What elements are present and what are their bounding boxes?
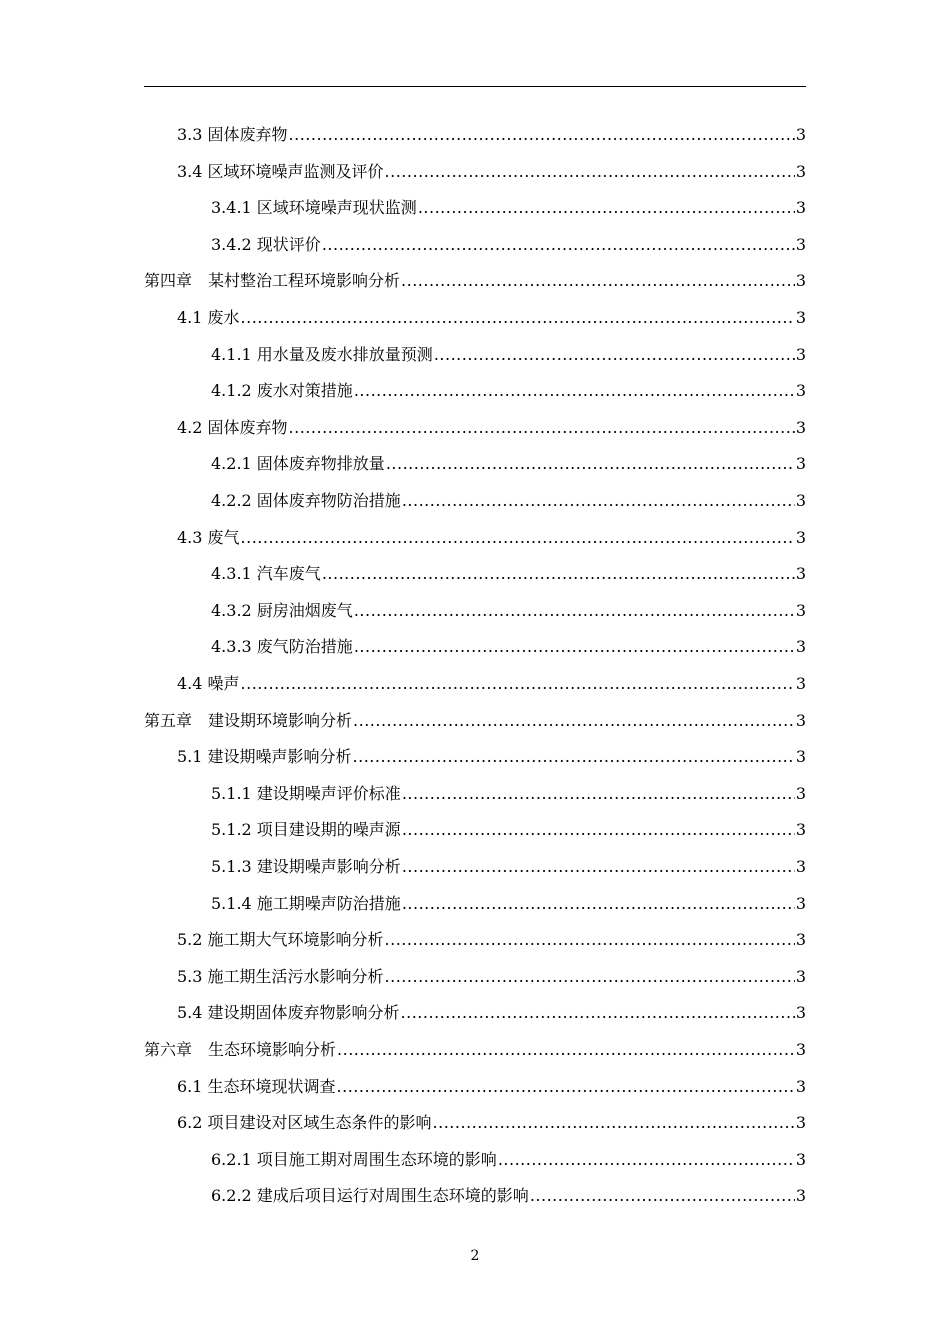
toc-entry-page: 3 — [795, 1040, 806, 1059]
toc-dot-leader — [402, 889, 795, 919]
toc-entry-page: 3 — [795, 1113, 806, 1133]
toc-dot-leader — [241, 523, 795, 553]
toc-entry[interactable] — [211, 852, 806, 882]
toc-dot-leader — [322, 559, 795, 589]
toc-dot-leader — [289, 120, 795, 150]
toc-dot-leader — [385, 157, 795, 187]
toc-entry-page: 3 — [795, 1149, 806, 1169]
toc-entry-page: 3 — [795, 161, 806, 181]
toc-entry-page: 3 — [795, 1003, 806, 1023]
toc-dot-leader — [353, 706, 795, 736]
toc-dot-leader — [418, 193, 795, 223]
toc-entry-title: 6.1 生态环境现状调查 — [177, 1076, 336, 1096]
toc-entry-title: 4.2 固体废弃物 — [177, 417, 288, 437]
toc-entry-title: 3.4.2 现状评价 — [211, 234, 321, 254]
toc-entry-page: 3 — [795, 966, 806, 986]
toc-entry-title: 5.3 施工期生活污水影响分析 — [177, 966, 384, 986]
toc-dot-leader — [385, 925, 795, 955]
toc-dot-leader — [337, 1072, 795, 1102]
toc-entry-page: 3 — [795, 747, 806, 767]
toc-entry-title: 第六章 生态环境影响分析 — [144, 1040, 337, 1059]
toc-dot-leader — [337, 1035, 795, 1065]
toc-entry-title: 5.1.3 建设期噪声影响分析 — [211, 857, 401, 876]
toc-entry-title: 6.2.2 建成后项目运行对周围生态环境的影响 — [211, 1186, 529, 1206]
toc-entry-page: 3 — [795, 564, 806, 584]
toc-entry-page: 3 — [795, 674, 806, 693]
toc-entry[interactable] — [211, 632, 806, 662]
toc-dot-leader — [354, 596, 795, 626]
toc-entry-title: 第五章 建设期环境影响分析 — [144, 710, 353, 730]
toc-entry-page: 3 — [795, 198, 806, 218]
toc-entry-title: 5.4 建设期固体废弃物影响分析 — [177, 1003, 400, 1023]
toc-dot-leader — [241, 669, 795, 699]
toc-entry-title: 4.2.1 固体废弃物排放量 — [211, 454, 385, 474]
toc-entry-page: 3 — [795, 308, 806, 327]
toc-entry-page: 3 — [795, 454, 806, 474]
toc-dot-leader — [498, 1145, 795, 1175]
toc-entry[interactable] — [177, 962, 806, 992]
toc-entry-title: 4.4 噪声 — [177, 674, 240, 693]
toc-entry-page: 3 — [795, 491, 806, 510]
toc-entry-title: 5.1.4 施工期噪声防治措施 — [211, 893, 401, 913]
toc-entry[interactable] — [144, 1035, 806, 1065]
toc-entry-title: 3.4 区域环境噪声监测及评价 — [177, 161, 384, 181]
toc-entry[interactable] — [211, 1145, 806, 1175]
toc-entry-page: 3 — [795, 344, 806, 364]
toc-entry[interactable] — [211, 1181, 806, 1211]
toc-entry[interactable] — [211, 559, 806, 589]
toc-entry-page: 3 — [795, 637, 806, 657]
toc-dot-leader — [402, 852, 795, 882]
toc-entry-page: 3 — [795, 600, 806, 620]
toc-entry-page: 3 — [795, 783, 806, 803]
toc-dot-leader — [289, 413, 795, 443]
toc-entry-title: 5.1 建设期噪声影响分析 — [177, 747, 352, 767]
toc-dot-leader — [386, 449, 795, 479]
toc-entry-title: 4.3 废气 — [177, 527, 240, 547]
toc-entry[interactable] — [144, 706, 806, 736]
toc-dot-leader — [353, 742, 795, 772]
toc-entry-title: 4.1.1 用水量及废水排放量预测 — [211, 344, 433, 364]
toc-entry-page: 3 — [795, 930, 806, 950]
toc-entry-page: 3 — [795, 1076, 806, 1096]
toc-entry[interactable] — [177, 1108, 806, 1138]
toc-dot-leader — [354, 632, 795, 662]
toc-entry[interactable] — [177, 413, 806, 443]
toc-entry-title: 4.1 废水 — [177, 308, 240, 327]
toc-entry-title: 5.1.2 项目建设期的噪声源 — [211, 820, 401, 840]
toc-dot-leader — [401, 998, 795, 1028]
toc-dot-leader — [402, 815, 795, 845]
toc-dot-leader — [530, 1181, 795, 1211]
toc-entry[interactable] — [211, 779, 806, 809]
toc-entry[interactable] — [177, 523, 806, 553]
toc-entry-title: 4.1.2 废水对策措施 — [211, 381, 353, 401]
toc-entry[interactable] — [144, 266, 806, 296]
toc-entry-title: 6.2.1 项目施工期对周围生态环境的影响 — [211, 1149, 497, 1169]
page-number: 2 — [470, 1248, 480, 1264]
toc-entry-title: 5.2 施工期大气环境影响分析 — [177, 930, 384, 950]
toc-entry-title: 6.2 项目建设对区域生态条件的影响 — [177, 1113, 432, 1133]
toc-entry-title: 第四章 某村整治工程环境影响分析 — [144, 271, 401, 291]
toc-entry[interactable] — [177, 669, 806, 699]
toc-entry-title: 4.3.1 汽车废气 — [211, 564, 321, 584]
header-rule — [144, 86, 806, 87]
toc-entry[interactable] — [211, 596, 806, 626]
toc-dot-leader — [354, 376, 795, 406]
toc-entry-title: 3.3 固体废弃物 — [177, 125, 288, 144]
toc-entry-page: 3 — [795, 271, 806, 291]
toc-entry[interactable] — [177, 303, 806, 333]
toc-entry[interactable] — [177, 1072, 806, 1102]
toc-dot-leader — [402, 779, 795, 809]
toc-entry[interactable] — [177, 120, 806, 150]
toc-dot-leader — [241, 303, 795, 333]
toc-entry[interactable] — [177, 998, 806, 1028]
toc-entry-title: 3.4.1 区域环境噪声现状监测 — [211, 198, 417, 218]
toc-entry[interactable] — [211, 486, 806, 516]
toc-dot-leader — [433, 1108, 795, 1138]
toc-entry-page: 3 — [795, 820, 806, 840]
toc-entry[interactable] — [211, 815, 806, 845]
toc-dot-leader — [401, 266, 795, 296]
toc-entry[interactable] — [211, 340, 806, 370]
toc-entry-title: 5.1.1 建设期噪声评价标准 — [211, 783, 401, 803]
toc-entry-page: 3 — [795, 125, 806, 144]
toc-entry-page: 3 — [795, 1186, 806, 1206]
toc-entry[interactable] — [177, 742, 806, 772]
toc-entry[interactable] — [211, 193, 806, 223]
toc-entry[interactable] — [211, 889, 806, 919]
toc-entry-page: 3 — [795, 417, 806, 437]
toc-entry-page: 3 — [795, 234, 806, 254]
toc-dot-leader — [434, 340, 795, 370]
toc-entry-page: 3 — [795, 381, 806, 401]
toc-entry-page: 3 — [795, 893, 806, 913]
toc-entry-title: 4.2.2 固体废弃物防治措施 — [211, 491, 401, 510]
toc-entry[interactable] — [211, 230, 806, 260]
toc-entry-page: 3 — [795, 710, 806, 730]
toc-entry-title: 4.3.2 厨房油烟废气 — [211, 600, 353, 620]
toc-entry-page: 3 — [795, 527, 806, 547]
toc-entry[interactable] — [177, 925, 806, 955]
toc-entry-title: 4.3.3 废气防治措施 — [211, 637, 353, 657]
toc-entry[interactable] — [211, 376, 806, 406]
toc-entry[interactable] — [177, 157, 806, 187]
toc-entry-page: 3 — [795, 857, 806, 876]
toc-entry[interactable] — [211, 449, 806, 479]
toc-dot-leader — [385, 962, 795, 992]
toc-dot-leader — [402, 486, 795, 516]
toc-dot-leader — [322, 230, 795, 260]
